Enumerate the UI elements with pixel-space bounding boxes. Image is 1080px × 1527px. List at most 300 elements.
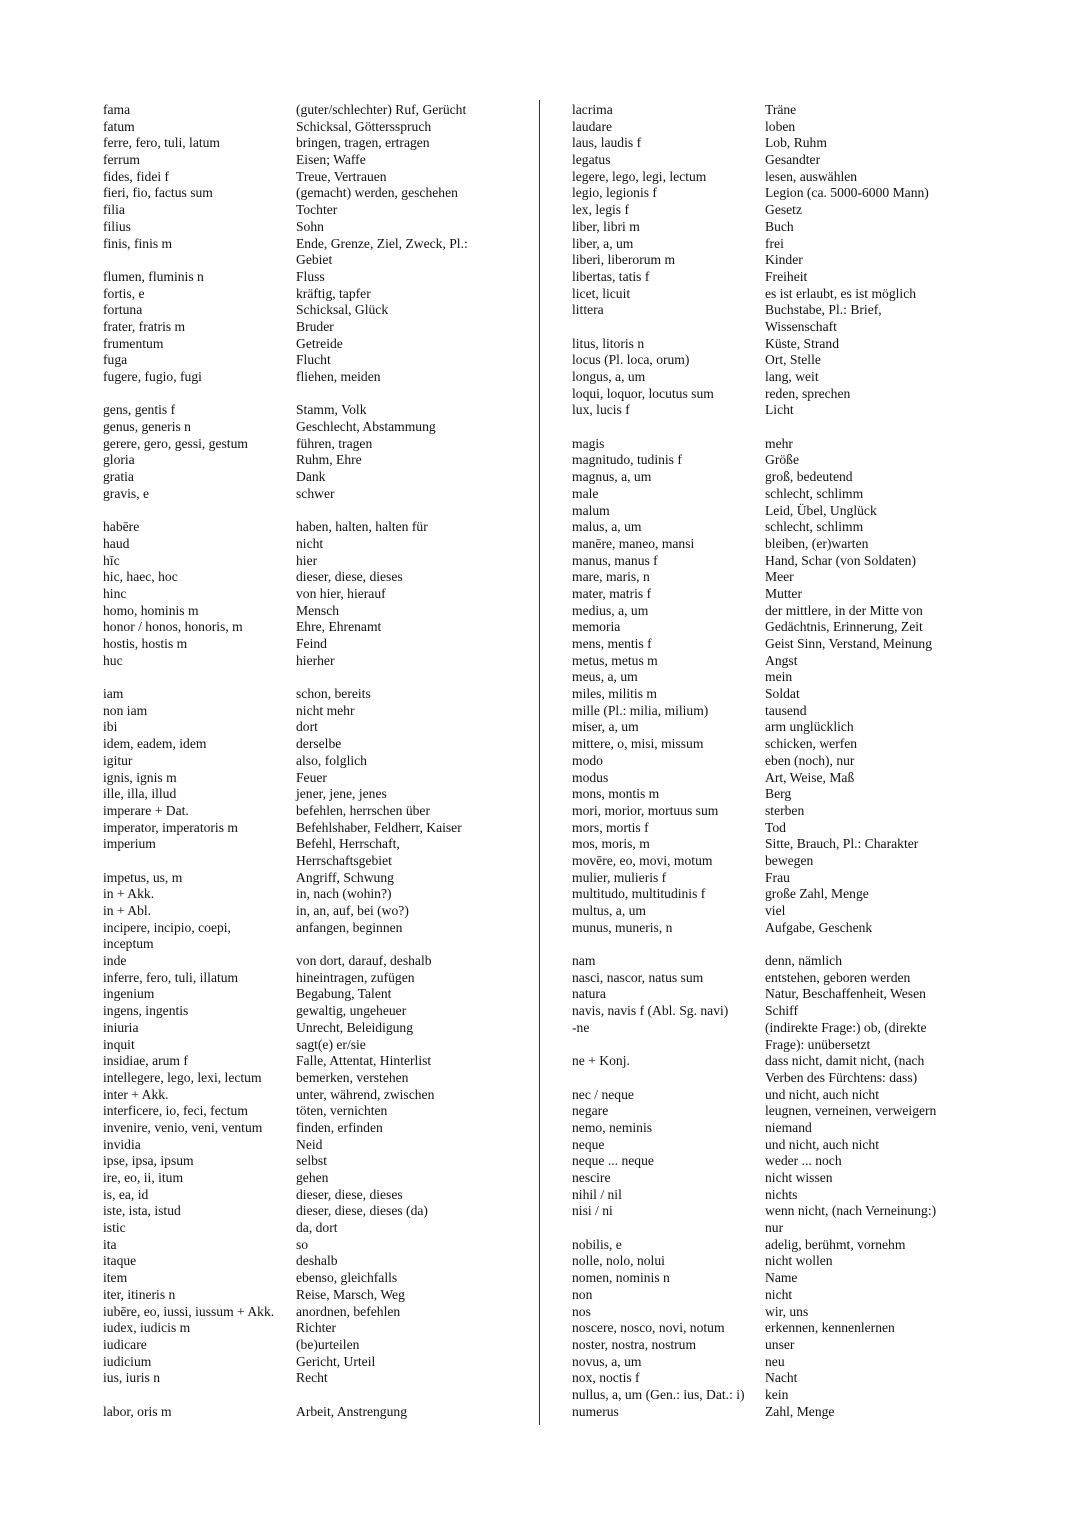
german-translation: von hier, hierauf xyxy=(296,585,386,601)
german-translation: Küste, Strand xyxy=(765,335,840,351)
vocab-entry xyxy=(103,836,496,853)
vocab-entry xyxy=(572,1020,965,1037)
vocab-entry xyxy=(103,369,496,386)
german-translation: Sitte, Brauch, Pl.: Charakter xyxy=(765,836,919,852)
german-translation: Getreide xyxy=(296,335,343,351)
vocab-entry xyxy=(103,1153,496,1170)
latin-term: laus, laudis f xyxy=(572,135,642,151)
german-translation: Sohn xyxy=(296,218,324,234)
latin-term: hinc xyxy=(103,585,127,601)
german-translation: in, nach (wohin?) xyxy=(296,886,392,902)
german-translation: Träne xyxy=(765,102,797,117)
german-translation: Buchstabe, Pl.: Brief, xyxy=(765,302,882,318)
german-translation: lesen, auswählen xyxy=(765,168,858,184)
vocab-entry xyxy=(572,369,965,386)
vocab-entry xyxy=(103,135,496,152)
vocab-entry xyxy=(103,936,496,953)
german-translation: Leid, Übel, Unglück xyxy=(765,502,877,518)
german-translation: und nicht, auch nicht xyxy=(765,1136,880,1152)
latin-term: liberi, liberorum m xyxy=(572,252,676,268)
vocab-entry xyxy=(572,169,965,186)
latin-term: is, ea, id xyxy=(103,1186,149,1202)
latin-term: modus xyxy=(572,769,609,785)
german-translation: schlecht, schlimm xyxy=(765,519,864,535)
german-translation: dieser, diese, dieses xyxy=(296,569,403,585)
vocab-entry xyxy=(103,1387,496,1404)
vocab-entry xyxy=(103,219,496,236)
latin-term: noscere, nosco, novi, notum xyxy=(572,1320,725,1336)
german-translation: nicht wollen xyxy=(765,1253,833,1269)
vocab-entry xyxy=(572,469,965,486)
vocab-entry xyxy=(103,953,496,970)
vocab-entry xyxy=(103,319,496,336)
vocab-entry xyxy=(572,503,965,520)
vocab-entry xyxy=(103,1270,496,1287)
latin-term: neque xyxy=(572,1136,605,1152)
latin-term: fama xyxy=(103,102,131,117)
german-translation: und nicht, auch nicht xyxy=(765,1086,880,1102)
latin-term: mens, mentis f xyxy=(572,636,652,651)
vocab-entry xyxy=(572,1087,965,1104)
german-translation: Schiff xyxy=(765,1003,798,1019)
vocab-entry xyxy=(572,1220,965,1237)
latin-term: fuga xyxy=(103,352,128,368)
german-translation: schwer xyxy=(296,485,335,501)
latin-term: medius, a, um xyxy=(572,602,649,618)
vocab-entry xyxy=(103,1287,496,1304)
latin-term: impetus, us, m xyxy=(103,869,183,885)
latin-term xyxy=(103,853,296,870)
vocab-entry xyxy=(103,1354,496,1371)
german-translation: (guter/schlechter) Ruf, Gerücht xyxy=(296,102,467,117)
german-translation: Feuer xyxy=(296,769,327,785)
german-translation: Nacht xyxy=(765,1370,798,1386)
german-translation: Freiheit xyxy=(765,268,808,284)
latin-term: in + Abl. xyxy=(103,903,152,918)
german-translation: dieser, diese, dieses (da) xyxy=(296,1203,428,1219)
vocab-entry xyxy=(572,1170,965,1187)
vocab-entry xyxy=(572,419,965,436)
latin-term: idem, eadem, idem xyxy=(103,736,207,752)
latin-term: in + Akk. xyxy=(103,886,155,902)
latin-term: metus, metus m xyxy=(572,652,658,668)
vocab-entry xyxy=(572,119,965,136)
latin-term: fieri, fio, factus sum xyxy=(103,185,213,201)
vocab-entry xyxy=(572,836,965,853)
latin-term xyxy=(103,1387,296,1404)
latin-term: manēre, maneo, mansi xyxy=(572,535,695,551)
german-translation: Befehlshaber, Feldherr, Kaiser xyxy=(296,819,462,835)
latin-term xyxy=(103,386,296,403)
german-translation: Richter xyxy=(296,1320,337,1336)
vocab-entry xyxy=(572,1053,965,1070)
latin-term: lacrima xyxy=(572,102,613,117)
vocab-entry xyxy=(103,185,496,202)
german-translation: Gedächtnis, Erinnerung, Zeit xyxy=(765,619,923,635)
latin-term: fides, fidei f xyxy=(103,168,170,184)
vocab-entry xyxy=(572,586,965,603)
german-translation: schon, bereits xyxy=(296,686,371,702)
german-translation: loben xyxy=(765,118,796,134)
german-translation: hierher xyxy=(296,652,335,668)
german-translation: tausend xyxy=(765,702,807,718)
vocab-entry xyxy=(572,619,965,636)
vocab-entry xyxy=(103,419,496,436)
german-translation: Feind xyxy=(296,636,327,651)
german-translation xyxy=(296,669,496,686)
german-translation: Begabung, Talent xyxy=(296,986,392,1002)
latin-term: genus, generis n xyxy=(103,419,191,435)
german-translation: Schicksal, Glück xyxy=(296,302,389,318)
latin-term: istic xyxy=(103,1220,126,1236)
german-translation: Legion (ca. 5000-6000 Mann) xyxy=(765,185,929,201)
latin-term: iniuria xyxy=(103,1019,139,1035)
latin-term: gravis, e xyxy=(103,485,150,501)
latin-term: iudicare xyxy=(103,1336,147,1352)
latin-term: filia xyxy=(103,202,125,218)
latin-term: modo xyxy=(572,752,603,768)
latin-term: fatum xyxy=(103,118,135,134)
latin-term: invenire, venio, veni, ventum xyxy=(103,1119,263,1135)
german-translation: finden, erfinden xyxy=(296,1119,383,1135)
latin-term: non xyxy=(572,1286,593,1302)
german-translation: wenn nicht, (nach Verneinung:) xyxy=(765,1203,937,1219)
vocab-entry xyxy=(572,1003,965,1020)
vocab-entry xyxy=(103,736,496,753)
latin-term: inter + Akk. xyxy=(103,1086,169,1102)
latin-term: noster, nostra, nostrum xyxy=(572,1336,697,1352)
latin-term: longus, a, um xyxy=(572,369,646,384)
vocab-entry xyxy=(572,553,965,570)
german-translation: Flucht xyxy=(296,352,331,368)
vocab-entry xyxy=(572,1203,965,1220)
german-translation: sterben xyxy=(765,802,805,818)
german-translation: lang, weit xyxy=(765,369,819,384)
latin-term: libertas, tatis f xyxy=(572,268,650,284)
vocab-entry xyxy=(103,669,496,686)
latin-term: ignis, ignis m xyxy=(103,769,177,785)
german-translation: Gebiet xyxy=(296,252,333,268)
german-translation: Schicksal, Göttersspruch xyxy=(296,118,432,134)
vocab-entry xyxy=(103,1203,496,1220)
german-translation: Ort, Stelle xyxy=(765,352,821,368)
vocab-entry xyxy=(572,1387,965,1404)
german-translation: Gericht, Urteil xyxy=(296,1353,376,1369)
german-translation: arm unglücklich xyxy=(765,719,854,735)
german-translation: Stamm, Volk xyxy=(296,402,367,418)
latin-term: frater, fratris m xyxy=(103,318,186,334)
latin-term: nihil / nil xyxy=(572,1186,622,1202)
latin-term: nemo, neminis xyxy=(572,1119,653,1135)
german-translation: so xyxy=(296,1236,309,1252)
latin-term: igitur xyxy=(103,752,133,768)
latin-term: mos, moris, m xyxy=(572,836,650,852)
latin-term: gens, gentis f xyxy=(103,402,176,418)
vocab-entry xyxy=(103,236,496,253)
german-translation: Herrschaftsgebiet xyxy=(296,852,392,868)
latin-term: invidia xyxy=(103,1136,141,1152)
vocab-entry xyxy=(103,753,496,770)
latin-term xyxy=(572,1037,765,1054)
latin-term: huc xyxy=(103,652,123,668)
german-translation: kräftig, tapfer xyxy=(296,285,371,301)
vocab-entry xyxy=(572,252,965,269)
vocab-entry xyxy=(572,185,965,202)
vocab-entry xyxy=(572,135,965,152)
german-translation: befehlen, herrschen über xyxy=(296,802,430,818)
latin-term: litus, litoris n xyxy=(572,335,645,351)
german-translation: niemand xyxy=(765,1119,812,1135)
vocab-entry xyxy=(103,1070,496,1087)
german-translation: Buch xyxy=(765,218,794,234)
latin-term: legatus xyxy=(572,152,611,168)
german-translation: Reise, Marsch, Weg xyxy=(296,1286,405,1302)
german-translation: fliehen, meiden xyxy=(296,369,381,384)
latin-term: inquit xyxy=(103,1036,135,1052)
vocab-entry xyxy=(103,252,496,269)
german-translation: Hand, Schar (von Soldaten) xyxy=(765,552,917,568)
german-translation: Falle, Attentat, Hinterlist xyxy=(296,1053,432,1069)
vocab-entry xyxy=(572,352,965,369)
german-translation: nicht xyxy=(296,535,324,551)
vocab-entry xyxy=(103,336,496,353)
vocab-entry xyxy=(572,236,965,253)
vocab-entry xyxy=(103,452,496,469)
vocab-entry xyxy=(572,536,965,553)
latin-term: nos xyxy=(572,1303,591,1319)
column-divider xyxy=(539,100,540,1425)
latin-term: nox, noctis f xyxy=(572,1370,640,1386)
german-translation: da, dort xyxy=(296,1220,338,1236)
vocab-entry xyxy=(103,986,496,1003)
vocab-entry xyxy=(572,653,965,670)
german-translation: Befehl, Herrschaft, xyxy=(296,836,400,852)
german-translation: bemerken, verstehen xyxy=(296,1069,409,1085)
german-translation: Natur, Beschaffenheit, Wesen xyxy=(765,986,926,1002)
latin-term: iam xyxy=(103,686,124,702)
vocab-entry xyxy=(103,820,496,837)
vocab-entry xyxy=(572,436,965,453)
vocab-entry xyxy=(572,1187,965,1204)
latin-term: imperator, imperatoris m xyxy=(103,819,238,835)
latin-term: ita xyxy=(103,1236,117,1252)
latin-term: nolle, nolo, nolui xyxy=(572,1253,665,1269)
vocab-entry xyxy=(103,1220,496,1237)
vocab-entry xyxy=(103,1404,496,1421)
latin-term: multus, a, um xyxy=(572,903,647,918)
vocab-entry xyxy=(103,786,496,803)
german-translation: Meer xyxy=(765,569,794,585)
latin-term: mori, morior, mortuus sum xyxy=(572,802,719,818)
vocab-entry xyxy=(572,152,965,169)
latin-term: ingenium xyxy=(103,986,155,1002)
vocab-entry xyxy=(103,870,496,887)
vocab-entry xyxy=(572,1070,965,1087)
vocab-entry xyxy=(103,770,496,787)
vocab-entry xyxy=(103,536,496,553)
vocab-entry xyxy=(572,770,965,787)
latin-term: iubēre, eo, iussi, iussum + Akk. xyxy=(103,1303,275,1319)
latin-term: labor, oris m xyxy=(103,1403,172,1419)
german-translation: derselbe xyxy=(296,736,342,752)
latin-term: novus, a, um xyxy=(572,1353,642,1369)
vocab-entry xyxy=(572,886,965,903)
latin-term: loqui, loquor, locutus sum xyxy=(572,385,714,401)
latin-term: inde xyxy=(103,953,127,969)
german-translation: töten, vernichten xyxy=(296,1103,388,1119)
latin-term: malus, a, um xyxy=(572,519,642,535)
vocab-entry xyxy=(572,1287,965,1304)
latin-term: iudicium xyxy=(103,1353,152,1369)
latin-term: magnitudo, tudinis f xyxy=(572,452,682,468)
latin-term: fortuna xyxy=(103,302,143,318)
latin-term: lux, lucis f xyxy=(572,402,630,418)
vocab-entry xyxy=(572,786,965,803)
german-translation: deshalb xyxy=(296,1253,338,1269)
latin-term: nisi / ni xyxy=(572,1203,613,1219)
vocab-entry xyxy=(103,686,496,703)
latin-term xyxy=(572,1070,765,1087)
latin-term: littera xyxy=(572,302,604,318)
german-translation: in, an, auf, bei (wo?) xyxy=(296,903,409,918)
vocab-entry xyxy=(103,553,496,570)
german-translation: bringen, tragen, ertragen xyxy=(296,135,430,151)
german-translation: schlecht, schlimm xyxy=(765,485,864,501)
vocab-entry xyxy=(572,569,965,586)
german-translation: eben (noch), nur xyxy=(765,752,855,768)
german-translation: Ehre, Ehrenamt xyxy=(296,619,382,635)
german-translation: (indirekte Frage:) ob, (direkte xyxy=(765,1019,927,1035)
vocab-entry xyxy=(572,202,965,219)
latin-term: lex, legis f xyxy=(572,202,630,218)
vocab-entry xyxy=(103,1103,496,1120)
vocab-entry xyxy=(103,386,496,403)
vocab-entry xyxy=(572,1370,965,1387)
german-translation: der mittlere, in der Mitte von xyxy=(765,602,923,618)
german-translation xyxy=(296,936,496,953)
vocab-entry xyxy=(103,352,496,369)
latin-term: gloria xyxy=(103,452,135,468)
latin-term: negare xyxy=(572,1103,609,1119)
german-translation: Verben des Fürchtens: dass) xyxy=(765,1069,918,1085)
latin-term: haud xyxy=(103,535,130,551)
latin-term: mittere, o, misi, missum xyxy=(572,736,704,752)
latin-term: imperium xyxy=(103,836,156,852)
vocab-entry xyxy=(103,920,496,937)
vocab-entry xyxy=(103,1337,496,1354)
vocab-entry xyxy=(103,1137,496,1154)
vocab-entry xyxy=(103,1053,496,1070)
latin-term: neque ... neque xyxy=(572,1153,654,1169)
german-translation: leugnen, verneinen, verweigern xyxy=(765,1103,937,1119)
vocab-entry xyxy=(572,219,965,236)
german-translation: Arbeit, Anstrengung xyxy=(296,1403,407,1419)
german-translation: Unrecht, Beleidigung xyxy=(296,1019,414,1035)
german-translation xyxy=(296,503,496,520)
vocab-entry xyxy=(572,853,965,870)
latin-term: finis, finis m xyxy=(103,235,173,251)
vocab-entry xyxy=(572,603,965,620)
vocab-entry xyxy=(103,402,496,419)
vocab-entry xyxy=(572,703,965,720)
vocab-entry xyxy=(103,636,496,653)
german-translation: denn, nämlich xyxy=(765,953,843,969)
german-translation: Recht xyxy=(296,1370,328,1386)
vocab-entry xyxy=(103,202,496,219)
latin-term: numerus xyxy=(572,1403,619,1419)
vocab-entry xyxy=(103,703,496,720)
german-translation: bewegen xyxy=(765,852,814,868)
vocab-entry xyxy=(572,1137,965,1154)
latin-term: ibi xyxy=(103,719,118,735)
german-translation: Aufgabe, Geschenk xyxy=(765,919,873,935)
vocab-entry xyxy=(572,286,965,303)
german-translation: ebenso, gleichfalls xyxy=(296,1270,398,1286)
german-translation: jener, jene, jenes xyxy=(296,786,387,802)
latin-term xyxy=(572,419,765,436)
vocab-entry xyxy=(103,970,496,987)
german-translation: Eisen; Waffe xyxy=(296,152,366,168)
latin-term: legio, legionis f xyxy=(572,185,657,201)
german-translation: also, folglich xyxy=(296,752,367,768)
german-translation: wir, uns xyxy=(765,1303,809,1319)
latin-term: interficere, io, feci, fectum xyxy=(103,1103,248,1119)
german-translation: Berg xyxy=(765,786,792,802)
latin-term: flumen, fluminis n xyxy=(103,268,204,284)
german-translation: Geist Sinn, Verstand, Meinung xyxy=(765,636,933,651)
latin-term: miser, a, um xyxy=(572,719,639,735)
latin-term: mulier, mulieris f xyxy=(572,869,667,885)
vocab-entry xyxy=(572,669,965,686)
vocab-entry xyxy=(103,803,496,820)
latin-term: gerere, gero, gessi, gestum xyxy=(103,435,248,451)
latin-term: ille, illa, illud xyxy=(103,786,177,802)
german-translation: dieser, diese, dieses xyxy=(296,1186,403,1202)
german-translation: adelig, berühmt, vornehm xyxy=(765,1236,906,1252)
german-translation: hier xyxy=(296,552,318,568)
german-translation: sagt(e) er/sie xyxy=(296,1036,366,1052)
vocab-entry xyxy=(103,1304,496,1321)
latin-term: manus, manus f xyxy=(572,552,658,568)
latin-term: nam xyxy=(572,953,596,969)
latin-term: liber, a, um xyxy=(572,235,634,251)
vocab-entry xyxy=(572,452,965,469)
german-translation: bleiben, (er)warten xyxy=(765,535,869,551)
german-translation: Wissenschaft xyxy=(765,318,837,334)
vocab-entry xyxy=(103,152,496,169)
german-translation: Ruhm, Ehre xyxy=(296,452,362,468)
vocab-entry xyxy=(103,469,496,486)
german-translation: mein xyxy=(765,669,793,685)
german-translation: Dank xyxy=(296,469,326,485)
vocab-entry xyxy=(103,519,496,536)
german-translation xyxy=(765,936,965,953)
latin-term: inceptum xyxy=(103,936,154,952)
latin-term: licet, licuit xyxy=(572,285,631,301)
vocab-entry xyxy=(572,319,965,336)
latin-term: mors, mortis f xyxy=(572,819,649,835)
vocab-entry xyxy=(572,686,965,703)
german-translation: schicken, werfen xyxy=(765,736,858,752)
german-translation: entstehen, geboren werden xyxy=(765,969,911,985)
german-translation: Lob, Ruhm xyxy=(765,135,827,151)
german-translation: es ist erlaubt, es ist möglich xyxy=(765,285,917,301)
latin-term: miles, militis m xyxy=(572,686,657,702)
german-translation: Bruder xyxy=(296,318,334,334)
german-translation: groß, bedeutend xyxy=(765,469,853,485)
german-translation: von dort, darauf, deshalb xyxy=(296,953,432,969)
german-translation: Mensch xyxy=(296,602,340,618)
